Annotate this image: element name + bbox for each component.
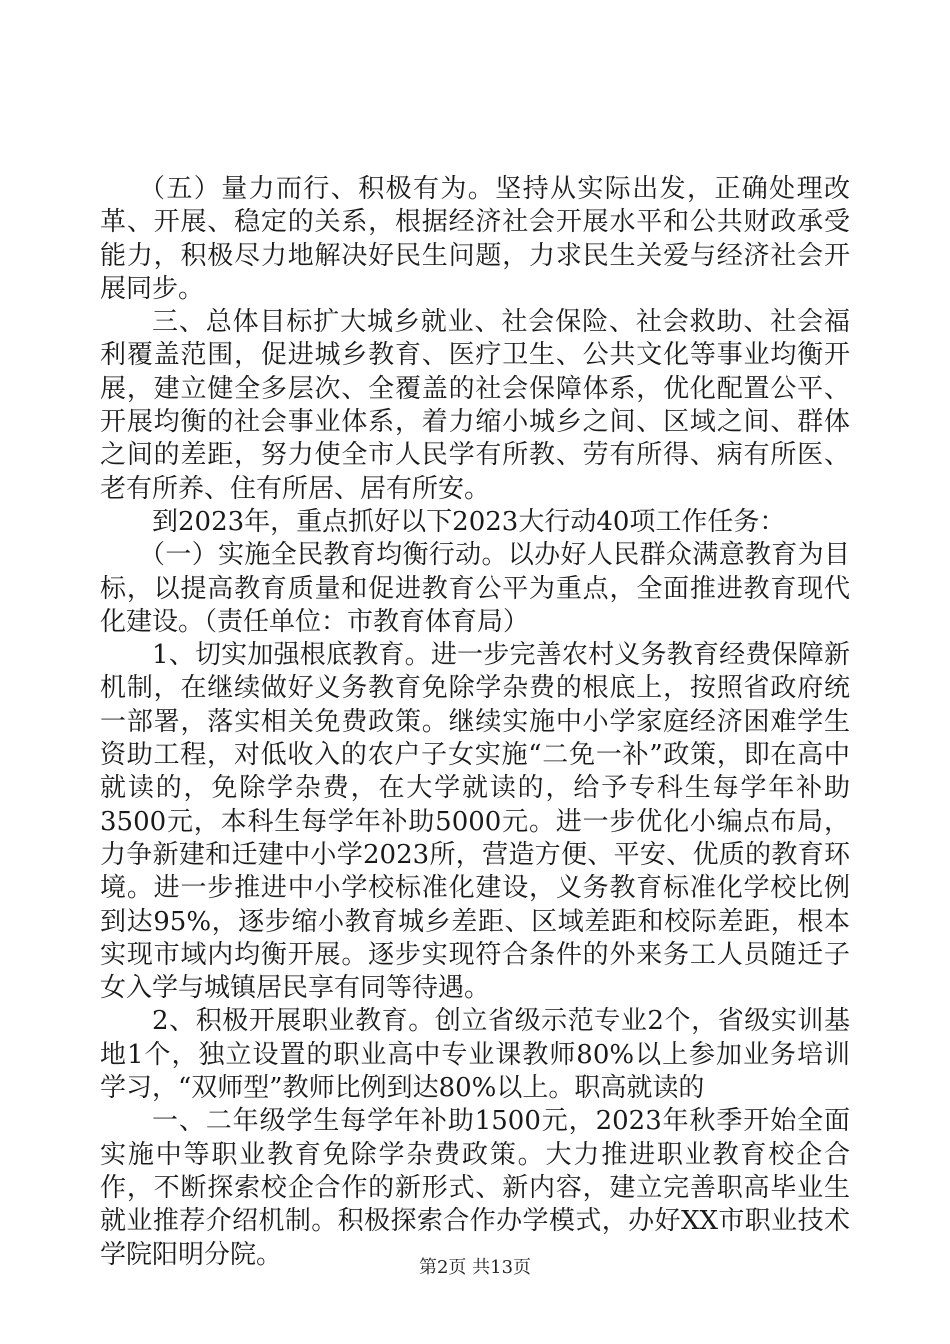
paragraph-basic-education: 1、切实加强根底教育。进一步完善农村义务教育经费保障新机制，在继续做好义务教育免除学杂费的根底上，按照省政府统一部署，落实相关免费政策。继续实施中小学家庭经济困难学生资助工程，对低收入的农户子女实施“二免一补”政策，即在高中就读的，免除学杂费，在大学就读的，给予专科生每学年补助3500元，本科生每学年补助5000元。进一步优化小编点布局，力争新建和迁建中小学2023所，营造方便、平安、优质的教育环境。进一步推进中小学校标准化建设，义务教育标准化学校比例到达95%，逐步缩小教育城乡差距、区域差距和校际差距，根本实现市域内均衡开展。逐步实现符合条件的外来务工人员随迁子女入学与城镇居民享有同等待遇。: [100, 640, 850, 1004]
paragraph-key-tasks: 到2023年，重点抓好以下2023大行动40项工作任务：: [152, 506, 786, 537]
page-number-footer: 第2页 共13页: [418, 1257, 532, 1278]
paragraph-principle-5: （五）量力而行、积极有为。坚持从实际出发，正确处理改革、开展、稳定的关系，根据经济社会开展水平和公共财政承受能力，积极尽力地解决好民生问题，力求民生关爱与经济社会开展同步。: [100, 174, 850, 304]
paragraph-vocational-education: 2、积极开展职业教育。创立省级示范专业2个，省级实训基地1个，独立设置的职业高中专业课教师80%以上参加业务培训学习，“双师型”教师比例到达80%以上。职高就读的: [100, 1006, 850, 1104]
paragraph-vocational-subsidy: 一、二年级学生每学年补助1500元，2023年秋季开始全面实施中等职业教育免除学杂费政策。大力推进职业教育校企合作，不断探索校企合作的新形式、新内容，建立完善职高毕业生就业推荐介绍机制。积极探索合作办学模式，办好XX市职业技术学院阳明分院。: [100, 1106, 850, 1270]
document-body: [100, 173, 850, 1272]
paragraph-overall-goal: 三、总体目标扩大城乡就业、社会保险、社会救助、社会福利覆盖范围，促进城乡教育、医疗卫生、公共文化等事业均衡开展，建立健全多层次、全覆盖的社会保障体系，优化配置公平、开展均衡的社会事业体系，着力缩小城乡之间、区域之间、群体之间的差距，努力使全市人民学有所教、劳有所得、病有所医、老有所养、住有所居、居有所安。: [100, 307, 850, 504]
paragraph-education-action: （一）实施全民教育均衡行动。以办好人民群众满意教育为目标，以提高教育质量和促进教育公平为重点，全面推进教育现代化建设。（责任单位：市教育体育局）: [100, 540, 850, 637]
